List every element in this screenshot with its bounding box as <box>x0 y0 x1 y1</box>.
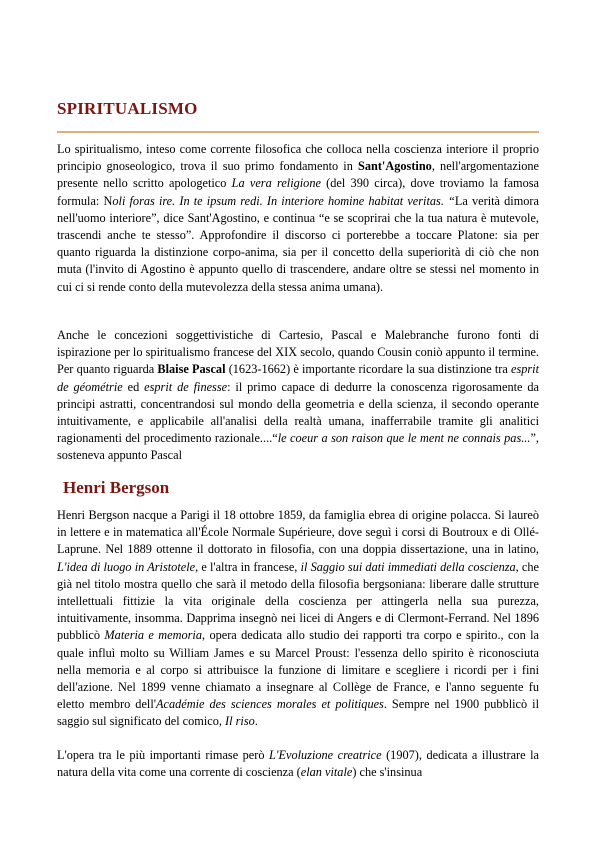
title-divider <box>57 131 539 133</box>
italic-title: il Saggio sui dati immediati della coscienza <box>300 559 516 574</box>
text-run: ) che s'insinua <box>352 765 423 780</box>
text-run: La verità dimora nell'uomo interiore”, dice Sant'Agostino, e continua “e se scoprirai che la tua natura è mutevole, trascendi anche te stesso”. Approfondire il discorso ci porterebbe a toccare Platone: sia per quanto riguarda la distinzione corpo-anima, sia per il concetto della superiorità di ciò che non muta (l'invito di Agostino è appunto quello di trascendere, andare oltre se stessi nel momento in cui ci si rende conto della mutevolezza della stessa anima umana). <box>57 193 539 294</box>
paragraph-bergson-bio <box>57 507 539 731</box>
italic-title: L'idea di luogo in Aristotele <box>57 559 196 574</box>
section-heading: Henri Bergson <box>63 478 170 497</box>
text-run: ”, sosteneva appunto Pascal <box>57 431 539 463</box>
italic-term: esprit de géométrie <box>57 362 539 394</box>
italic-term: elan vitale <box>300 765 353 780</box>
page-title: SPIRITUALISMO <box>57 99 198 118</box>
paragraph-spiritualism-intro <box>57 141 539 296</box>
text-run: (1907), dedicata a illustrare la natura della vita come una corrente di coscienza ( <box>57 748 539 780</box>
text-run: (del 390 circa), dove troviamo la famosa formula: N <box>57 176 539 208</box>
italic-title: Materia e memoria <box>104 628 202 643</box>
text-run: (1623-1662) è importante ricordare la sua distinzione tra <box>225 362 511 377</box>
text-run: , che già nel titolo mostra quello che sarà il metodo della filosofia bergsoniana: liberare dalle strutture intellettuali fittizie la vita originale della coscienza per attingerla nella sua purezza, intuitivamente, insomma. Dapprima insegnò nei licei di Angers e di Clermont-Ferrand. Nel 1896 pubblicò <box>57 559 539 643</box>
italic-term: esprit de finesse <box>144 379 228 394</box>
paragraph-pascal <box>57 327 539 465</box>
italic-title: La vera religione <box>231 176 321 191</box>
text-run: ed <box>122 379 145 394</box>
text-run: Anche le concezioni soggettivistiche di Cartesio, Pascal e Malebranche furono fonti di ispirazione per lo spiritualismo francese del XIX secolo, quando Cousin coniò appunto il termine. Per quanto riguarda <box>57 328 539 377</box>
text-run: . Sempre nel 1900 pubblicò il saggio sul significato del comico, <box>57 697 539 729</box>
italic-title: Il riso <box>225 714 255 729</box>
bold-term: Blaise Pascal <box>157 362 226 377</box>
latin-quote: oli foras ire. In te ipsum redi. In interiore homine habitat veritas. “ <box>112 193 455 208</box>
paragraph-creative-evolution <box>57 747 539 781</box>
text-run: : il primo capace di dedurre la conoscenza rigorosamente da principi astratti, concentrandosi sul mondo della geometria e della scienza, il secondo operante intuitivamente, e applicabile all'analisi della realtà umana, inafferrabile tramite gli analitici ragionamenti del procedimento razionale....“ <box>57 379 539 446</box>
text-run: Lo spiritualismo, inteso come corrente filosofica che colloca nella coscienza interiore il proprio principio gnoseologico, trova il suo primo fondamento in <box>57 142 539 174</box>
italic-title: Académie des sciences morales et politiques <box>155 697 384 712</box>
text-run: . <box>254 714 258 729</box>
italic-title: L'Evoluzione creatrice <box>269 748 382 762</box>
bold-term: Sant'Agostino <box>358 159 432 174</box>
text-run: , opera dedicata allo studio dei rapporti tra corpo e spirito., con la quale influì molto su William James e su Marcel Proust: l'essenza dello spirito è riconosciuta nella memoria e al corpo si attribuisce la funzione di limitare e scegliere i ricordi per i fini dell'azione. Nel 1899 venne chiamato a insegnare al Collège de France, e l'anno seguente fu eletto membro dell' <box>57 628 539 712</box>
text-run: Henri Bergson nacque a Parigi il 18 ottobre 1859, da famiglia ebrea di origine polacca. Si laureò in lettere e in matematica all'École Normale Supérieure, dove seguì i corsi di Boutroux e di Ollé-Laprune. Nel 1889 ottenne il dottorato in filosofia, con una doppia dissertazione, una in latino, <box>57 508 539 557</box>
text-run: L'opera tra le più importanti rimase però <box>57 748 270 762</box>
text-run: , nell'argomentazione presente nello scritto apologetico <box>57 159 539 191</box>
text-run: , e l'altra in francese, <box>195 559 301 574</box>
french-quote: le coeur a son raison que le ment ne connais pas... <box>277 431 531 446</box>
